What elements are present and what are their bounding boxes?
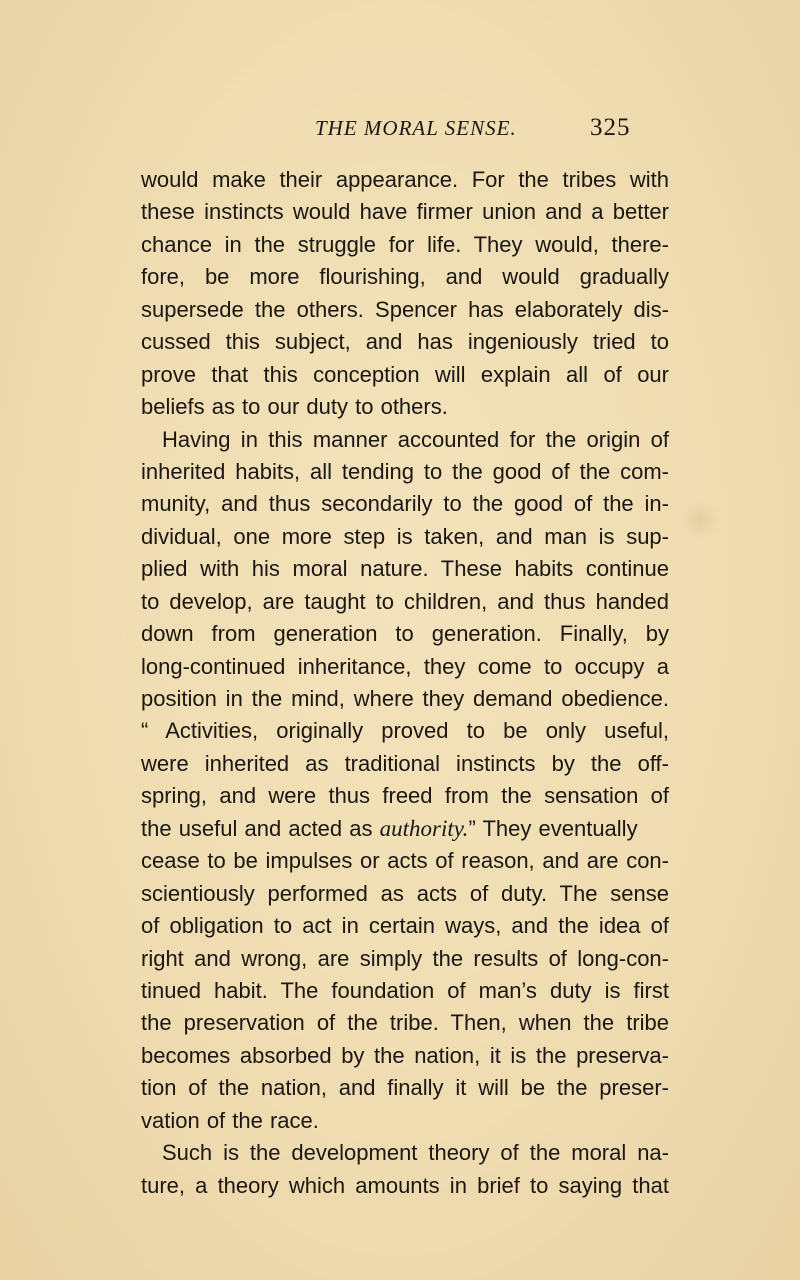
text-line: spring, and were thus freed from the sensation of bbox=[141, 783, 669, 809]
text-line: tion of the nation, and finally it will be the preser- bbox=[141, 1075, 669, 1101]
text-line: long-continued inheritance, they come to occupy a bbox=[141, 653, 669, 679]
text-line: fore, be more flourishing, and would gradually bbox=[141, 264, 669, 290]
text-line: right and wrong, are simply the results of long-con- bbox=[141, 945, 669, 971]
text-line: to develop, are taught to children, and thus handed bbox=[141, 588, 669, 614]
text-line: inherited habits, all tending to the good of the com- bbox=[141, 458, 669, 484]
text-line: “ Activities, originally proved to be only useful, bbox=[141, 718, 669, 744]
text-line: vation of the race. bbox=[141, 1107, 319, 1133]
text-line: the preservation of the tribe. Then, when the tribe bbox=[141, 1010, 669, 1036]
text-line: ture, a theory which amounts in brief to saying that bbox=[141, 1172, 669, 1198]
text-line: cease to be impulses or acts of reason, and are con- bbox=[141, 848, 669, 874]
paper-stain bbox=[680, 500, 720, 540]
text-line: these instincts would have firmer union and a better bbox=[141, 199, 669, 225]
text-line: would make their appearance. For the tribes with bbox=[141, 167, 669, 192]
text-line: were inherited as traditional instincts by the off- bbox=[141, 750, 669, 776]
text-line: dividual, one more step is taken, and man is sup- bbox=[141, 523, 669, 549]
text-line: becomes absorbed by the nation, it is the preserva- bbox=[141, 1042, 669, 1068]
italic-word: authority. bbox=[379, 815, 469, 841]
body-text bbox=[141, 164, 669, 1202]
text-line-with-quote bbox=[141, 813, 669, 845]
text-line: prove that this conception will explain all of our bbox=[141, 361, 669, 387]
text-line: scientiously performed as acts of duty. The sense bbox=[141, 880, 669, 906]
page-number: 325 bbox=[590, 114, 631, 141]
text-line: Having in this manner accounted for the origin of bbox=[162, 426, 669, 452]
text-line: munity, and thus secondarily to the good of the in- bbox=[141, 491, 669, 517]
page-header bbox=[0, 114, 800, 148]
text-line: Such is the development theory of the moral na- bbox=[162, 1140, 669, 1166]
text-line: tinued habit. The foundation of man’s duty is first bbox=[141, 977, 669, 1003]
text-line: supersede the others. Spencer has elaborately dis- bbox=[141, 296, 669, 322]
text-line: chance in the struggle for life. They would, there- bbox=[141, 231, 669, 257]
text-fragment: the useful and acted as bbox=[141, 815, 373, 841]
text-line: of obligation to act in certain ways, and the idea of bbox=[141, 913, 669, 939]
text-fragment: ” They eventually bbox=[468, 815, 638, 841]
text-line: down from generation to generation. Finally, by bbox=[141, 621, 669, 647]
text-line: position in the mind, where they demand obedience. bbox=[141, 686, 669, 711]
text-line: beliefs as to our duty to others. bbox=[141, 394, 448, 420]
running-head: THE MORAL SENSE. bbox=[315, 116, 517, 140]
text-line: cussed this subject, and has ingeniously tried to bbox=[141, 329, 669, 355]
text-line: plied with his moral nature. These habits continue bbox=[141, 556, 669, 582]
